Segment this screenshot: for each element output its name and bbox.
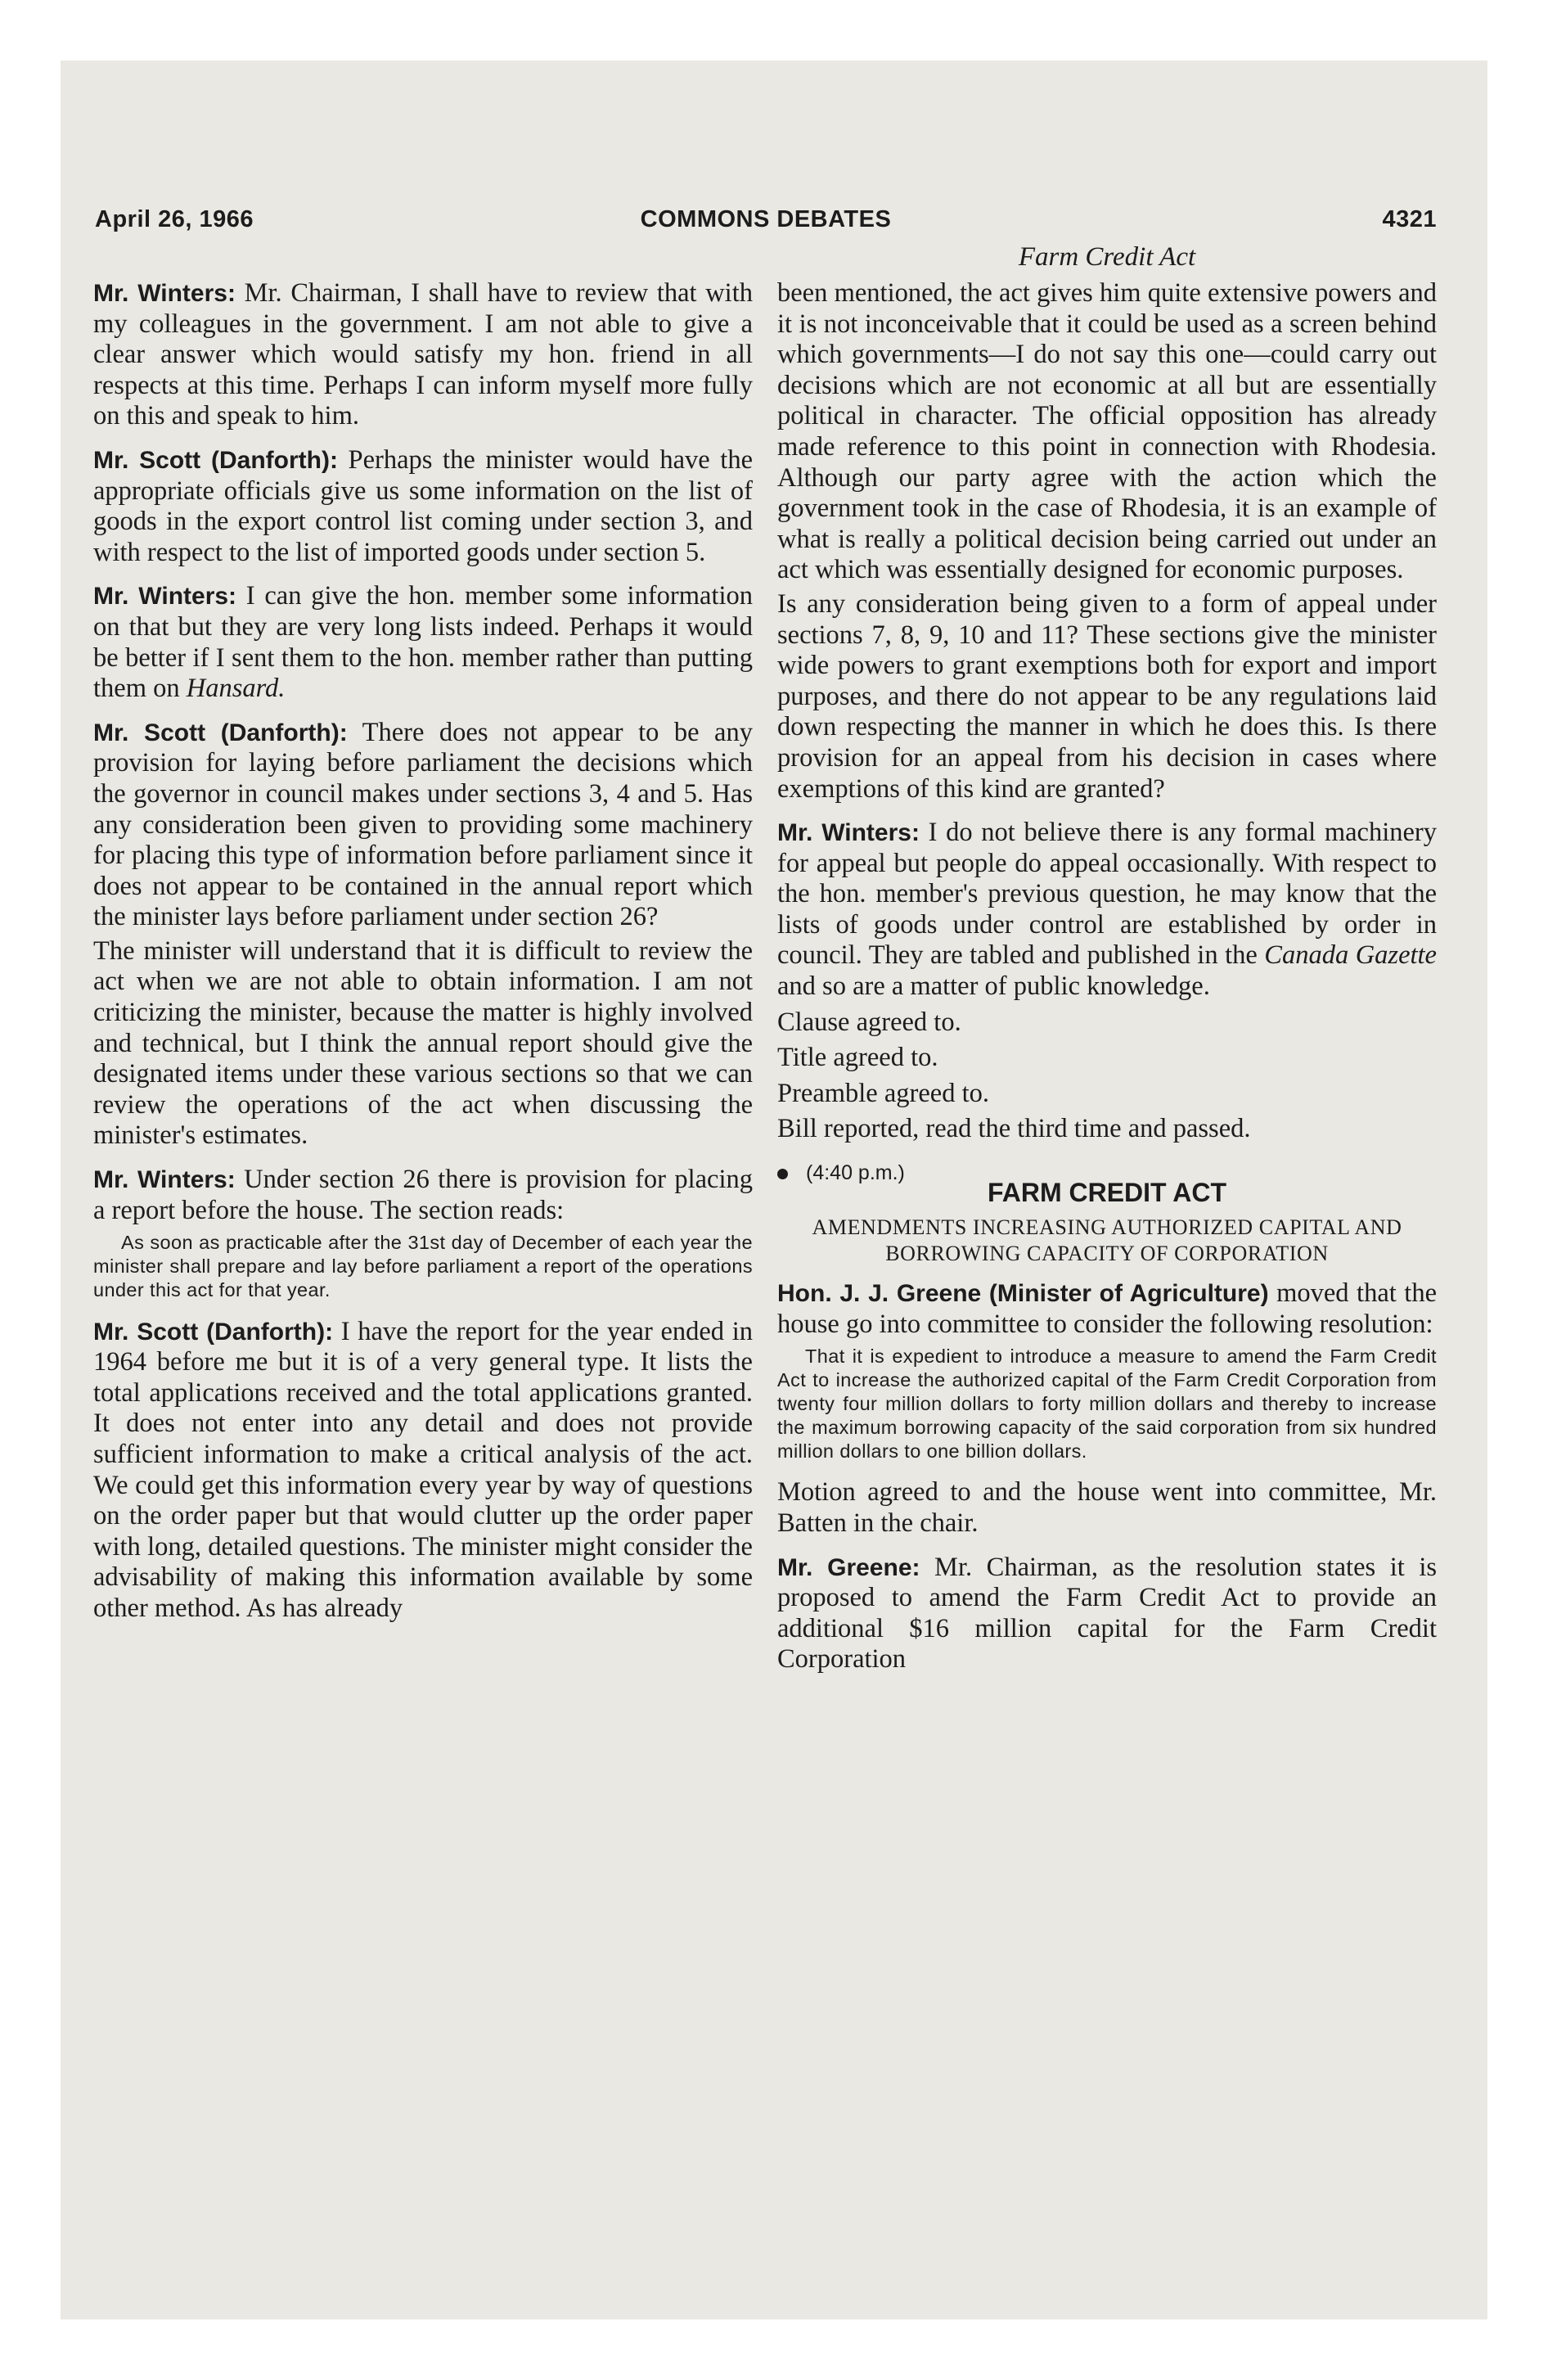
paragraph — [777, 589, 1437, 805]
paragraph — [777, 1278, 1437, 1340]
paragraph-text: moved that the house go into committee to consider the following resolution: — [777, 1278, 1437, 1339]
paragraph-text: Under section 26 there is provision for placing a report before the house. The section reads: — [93, 1165, 753, 1225]
paragraph-text: Mr. Chairman, I shall have to review that with my colleagues in the government. I am not able to give a clear answer which would satisfy my hon. friend in all respects at this time. Perhaps I can inform myself more fully on this and speak to him. — [93, 278, 753, 431]
quote-text: That it is expedient to introduce a measure to amend the Farm Credit Act to increase the authorized capital of the Farm Credit Corporation from twenty four million dollars to forty million dollars and thereby to increase the maximum borrowing capacity of the said corporation from six hundred million dollars to one billion dollars. — [777, 1346, 1437, 1462]
header-title: COMMONS DEBATES — [640, 206, 892, 232]
title-agreed: Title agreed to. — [777, 1043, 938, 1073]
right-column — [777, 278, 1437, 1688]
bullet-icon — [777, 1169, 788, 1179]
quote-text: As soon as practicable after the 31st day of December of each year the minister shall prepare and lay before parliament a report of the operations under this act for that year. — [93, 1232, 753, 1300]
section-heading: FARM CREDIT ACT — [987, 1177, 1227, 1207]
section-subheading: AMENDMENTS INCREASING AUTHORIZED CAPITAL AND BORROWING CAPACITY OF CORPORATION — [812, 1215, 1402, 1266]
page-header — [95, 206, 1437, 241]
paragraph — [93, 1165, 753, 1226]
paragraph-italic: Hansard. — [186, 674, 286, 704]
paragraph — [93, 718, 753, 933]
speaker-name: Mr. Greene: — [777, 1553, 920, 1581]
header-date: April 26, 1966 — [95, 206, 254, 232]
speaker-name: Hon. J. J. Greene (Minister of Agriculture) — [777, 1280, 1269, 1308]
speaker-name: Mr. Winters: — [93, 280, 236, 307]
running-head: Farm Credit Act — [1018, 242, 1196, 272]
paragraph-italic: Canada Gazette — [1264, 940, 1437, 971]
speaker-name: Mr. Winters: — [93, 1166, 236, 1194]
page-number: 4321 — [1382, 206, 1437, 232]
paragraph-text: I have the report for the year ended in 1964 before me but it is of a very general type. It lists the total applications received and the total applications granted. It does not enter into any detail and does not provide sufficient information to make a critical analysis of the act. We could get this information every year by way of questions on the order paper but that would clutter up the order paper with long, detailed questions. The minister might consider the advisability of making this information available by some other method. As has already — [93, 1316, 753, 1623]
paragraph-text: I can give the hon. member some information on that but they are very long lists indeed. Perhaps it would be better if I sent them to the hon. member rather than putting them on — [93, 581, 753, 704]
paragraph-text: The minister will understand that it is difficult to review the act when we are not able to obtain information. I am not criticizing the minister, because the matter is highly involved and technical, but I think the annual report should give the designated items under these various sections so that we can review the operations of the act when discussing the minister's estimates. — [93, 935, 753, 1151]
paragraph — [777, 1553, 1437, 1675]
paragraph-text: Is any consideration being given to a form of appeal under sections 7, 8, 9, 10 and 11? These sections give the minister wide powers to grant exemptions both for export and import purposes, and there do not appear to be any regulations laid down respecting the manner in which he does this. Is there provision for an appeal from his decision in cases where exemptions of this kind are granted? — [777, 588, 1437, 804]
paragraph — [93, 936, 753, 1152]
paragraph — [93, 445, 753, 568]
paragraph — [777, 818, 1437, 1003]
paragraph — [777, 1477, 1437, 1539]
time-text: (4:40 p.m.) — [806, 1161, 905, 1185]
paragraph — [93, 278, 753, 432]
paragraph-text: and so are a matter of public knowledge. — [777, 971, 1210, 1002]
paragraph-text: Perhaps the minister would have the appropriate officials give us some information on the list of goods in the export control list coming under section 3, and with respect to the list of imported goods under section 5. — [93, 444, 754, 567]
paragraph — [93, 581, 753, 704]
paragraph-text: There does not appear to be any provision for laying before parliament the decisions which the governor in council makes under sections 3, 4 and 5. Has any consideration been given to providing some machinery for placing this type of information before parliament since it does not appear to be contained in the annual report which the minister lays before parliament under section 26? — [93, 717, 753, 932]
speaker-name: Mr. Winters: — [777, 819, 920, 847]
paragraph-text: I do not believe there is any formal machinery for appeal but people do appeal occasionally. With respect to the hon. member's previous question, he may know that the lists of goods under control are established by order in council. They are tabled and published in the — [777, 818, 1438, 971]
speaker-name: Mr. Winters: — [93, 583, 237, 611]
paragraph-text: Motion agreed to and the house went into committee, Mr. Batten in the chair. — [777, 1477, 1437, 1538]
preamble-agreed: Preamble agreed to. — [777, 1078, 989, 1108]
speaker-name: Mr. Scott (Danforth): — [93, 1318, 334, 1346]
paragraph — [93, 1317, 753, 1625]
block-quote — [777, 1345, 1437, 1463]
clause-agreed: Clause agreed to. — [777, 1007, 961, 1037]
speaker-name: Mr. Scott (Danforth): — [93, 719, 348, 746]
bill-reported: Bill reported, read the third time and passed. — [777, 1114, 1251, 1144]
speaker-name: Mr. Scott (Danforth): — [93, 446, 338, 474]
left-column — [93, 278, 753, 1638]
paragraph — [777, 278, 1437, 586]
block-quote — [93, 1231, 753, 1301]
paragraph-text: been mentioned, the act gives him quite extensive powers and it is not inconceivable that it could be used as a screen behind which governments—I do not say this one—could carry out decisions which are not economic at all but are essentially political in character. The official opposition has already made reference to this point in connection with Rhodesia. Although our party agree with the action which the government took in the case of Rhodesia, it is an example of what is really a political decision being carried out under an act which was essentially designed for economic purposes. — [777, 278, 1437, 585]
paragraph-text: Mr. Chairman, as the resolution states it is proposed to amend the Farm Credit Act to provide an additional $16 million capital for the Farm Credit Corporation — [777, 1552, 1437, 1675]
